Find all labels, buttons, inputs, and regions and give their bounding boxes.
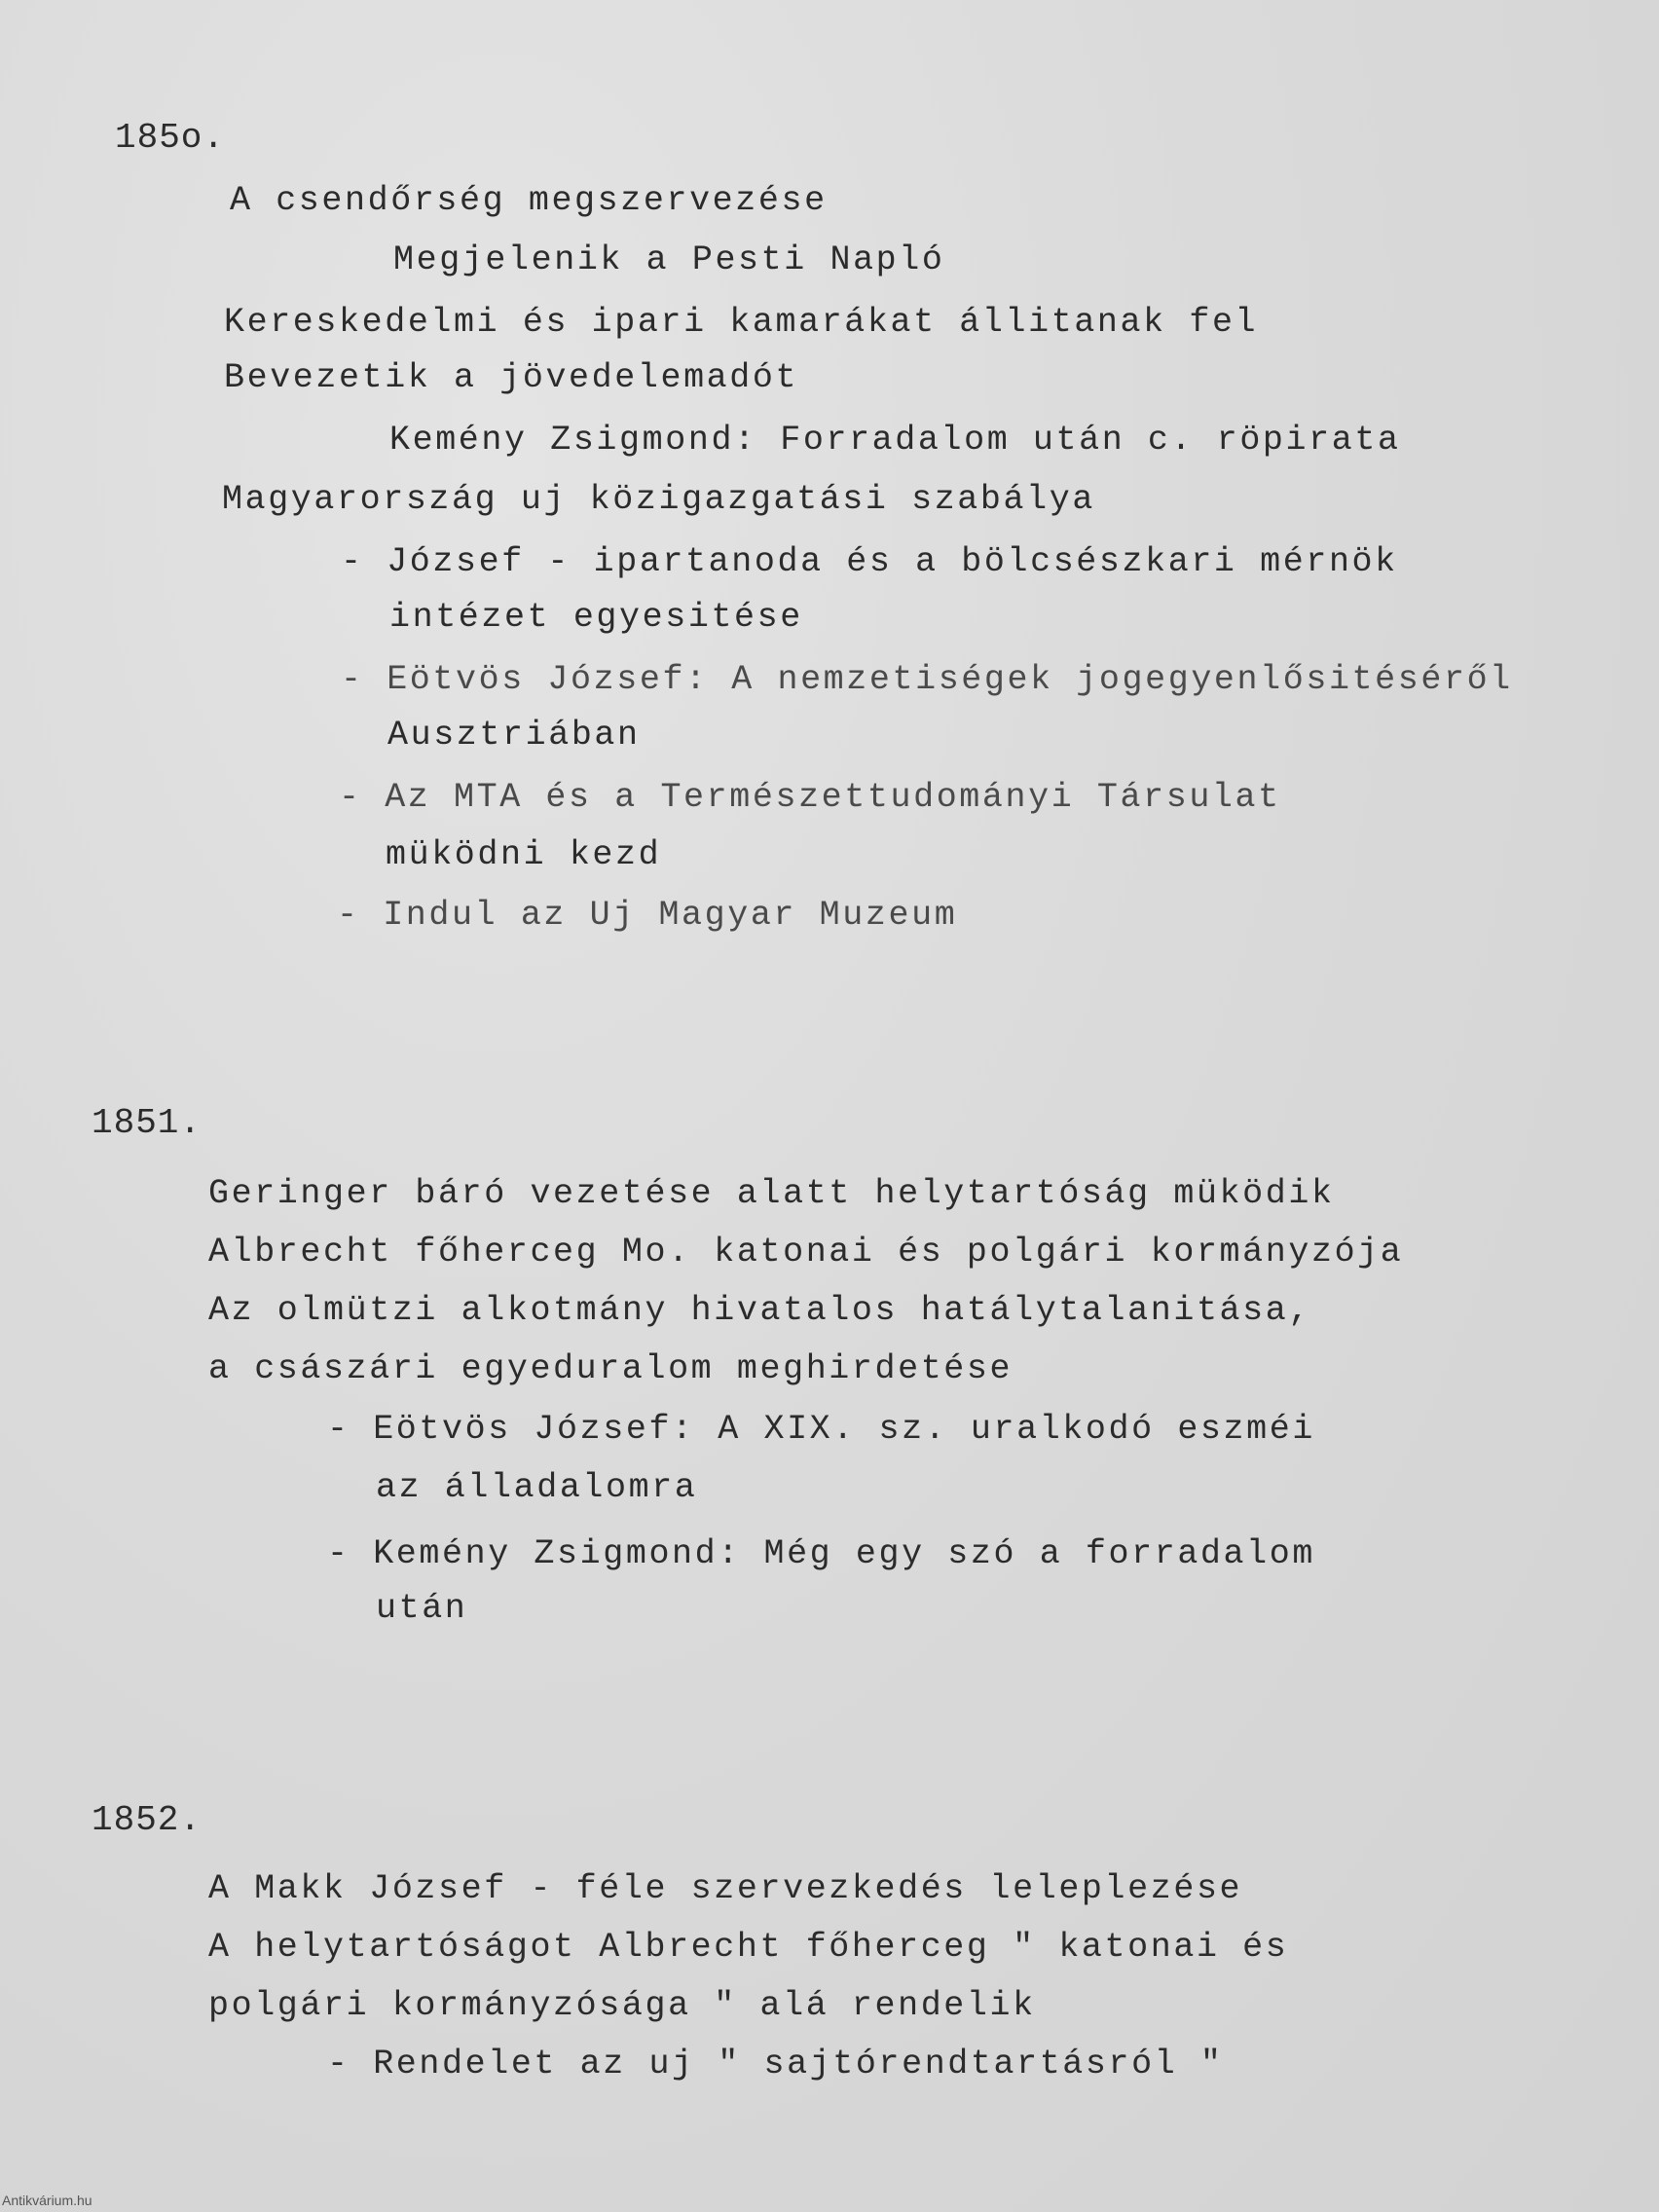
year-heading-1850: 185o.	[115, 118, 226, 158]
entry-line: - Eötvös József: A nemzetiségek jogegyenlősitéséről	[341, 660, 1513, 699]
entry-line: Magyarország uj közigazgatási szabálya	[222, 480, 1095, 519]
entry-line: - Az MTA és a Természettudományi Társulat	[339, 778, 1281, 817]
entry-line: - Eötvös József: A XIX. sz. uralkodó eszméi	[327, 1410, 1315, 1449]
entry-line: - Indul az Uj Magyar Muzeum	[337, 896, 958, 935]
entry-line: intézet egyesitése	[389, 598, 803, 637]
entry-line: Geringer báró vezetése alatt helytartóság müködik	[208, 1174, 1335, 1213]
entry-line: - Kemény Zsigmond: Még egy szó a forradalom	[327, 1534, 1315, 1573]
entry-line: Kemény Zsigmond: Forradalom után c. röpirata	[389, 421, 1401, 460]
entry-line: Az olmützi alkotmány hivatalos hatálytalanitása,	[208, 1291, 1311, 1330]
entry-line: A Makk József - féle szervezkedés leleplezése	[208, 1869, 1243, 1908]
entry-line: Kereskedelmi és ipari kamarákat állitanak fel	[224, 303, 1259, 342]
entry-line: után	[376, 1589, 468, 1628]
entry-line: Albrecht főherceg Mo. katonai és polgári kormányzója	[208, 1233, 1404, 1272]
entry-line: a császári egyeduralom meghirdetése	[208, 1349, 1014, 1388]
entry-line: polgári kormányzósága " alá rendelik	[208, 1986, 1036, 2025]
entry-line: - Rendelet az uj " sajtórendtartásról "	[327, 2045, 1224, 2083]
year-heading-1851: 1851.	[92, 1103, 203, 1143]
watermark: Antikvárium.hu	[2, 2193, 92, 2208]
entry-line: Ausztriában	[387, 716, 641, 755]
entry-line: Bevezetik a jövedelemadót	[224, 358, 799, 397]
entry-line: A helytartóságot Albrecht főherceg " katonai és	[208, 1928, 1289, 1967]
entry-line: müködni kezd	[386, 835, 662, 874]
entry-line: A csendőrség megszervezése	[230, 181, 828, 220]
entry-line: Megjelenik a Pesti Napló	[393, 240, 945, 279]
entry-line: - József - ipartanoda és a bölcsészkari mérnök	[341, 542, 1398, 581]
entry-line: az álladalomra	[376, 1468, 698, 1507]
year-heading-1852: 1852.	[92, 1800, 203, 1840]
